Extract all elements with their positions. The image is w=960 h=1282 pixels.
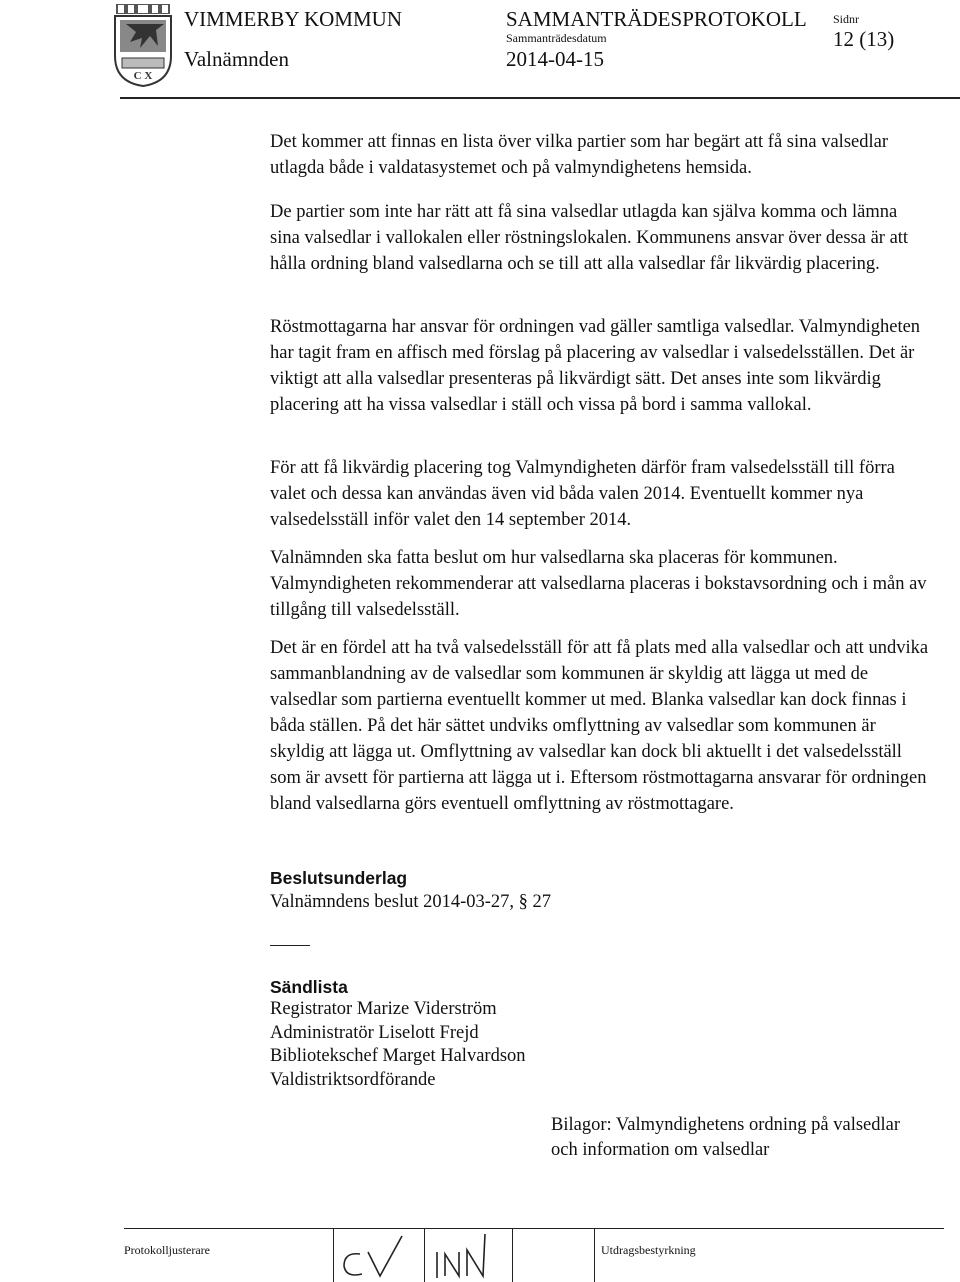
page-number: 12 (13)	[833, 27, 895, 51]
beslutsunderlag-text: Valnämndens beslut 2014-03-27, § 27	[270, 892, 552, 912]
footer-separator	[594, 1228, 595, 1282]
coat-of-arms-icon	[112, 2, 174, 88]
beslutsunderlag-heading: Beslutsunderlag	[270, 868, 408, 888]
footer-separator	[424, 1228, 425, 1282]
footer-separator	[333, 1228, 334, 1282]
committee-name: Valnämnden	[184, 47, 289, 71]
paragraph-1: Det kommer att finnas en lista över vilka partier som har begärt att få sina valsedlar utlagda både i valdatasystemet och på valmyndighetens hemsida.	[270, 132, 888, 178]
signature-initials-inn	[427, 1230, 511, 1282]
recipient-list	[270, 998, 526, 1092]
date-label: Sammanträdesdatum	[506, 31, 607, 45]
sandlista-heading: Sändlista	[270, 977, 348, 997]
municipality-name: VIMMERBY KOMMUN	[184, 7, 402, 31]
paragraph-4: För att få likvärdig placering tog Valmyndigheten därför fram valsedelsställ till förra valet och dessa kan användas även vid båda valen 2014. Eventuellt kommer nya valsedelsställ inför valet den 14 september 2014.	[270, 458, 895, 530]
footer-divider	[124, 1228, 944, 1229]
bilagor-line-1: Bilagor: Valmyndighetens ordning på valsedlar	[551, 1115, 901, 1135]
svg-text:C X: C X	[133, 70, 153, 82]
section-divider	[270, 945, 310, 946]
bilagor	[551, 1113, 900, 1163]
utdragsbestyrkning-label: Utdragsbestyrkning	[601, 1243, 696, 1257]
list-item: Valdistriktsordförande	[270, 1069, 436, 1090]
document-type: SAMMANTRÄDESPROTOKOLL	[506, 7, 807, 31]
protokolljusterare-label: Protokolljusterare	[124, 1243, 210, 1257]
signature-initials-cv	[336, 1230, 424, 1282]
paragraph-5: Valnämnden ska fatta beslut om hur valsedlarna ska placeras för kommunen. Valmyndigheten rekommenderar att valsedlarna placeras i bokstavsordning och i mån av tillgång till valsedelsställ.	[270, 548, 927, 620]
list-item: Bibliotekschef Marget Halvardson	[270, 1046, 526, 1066]
paragraph-3: Röstmottagarna har ansvar för ordningen vad gäller samtliga valsedlar. Valmyndigheten har tagit fram en affisch med förslag på placering av valsedlar i valsedelsställen. Det är viktigt att alla valsedlar presenteras på likvärdigt sätt. Det anses inte som likvärdig placering att ha vissa valsedlar i ställ och vissa på bord i samma vallokal.	[270, 317, 921, 415]
footer-separator	[512, 1228, 513, 1282]
meeting-date: 2014-04-15	[506, 47, 604, 71]
list-item: Registrator Marize Viderström	[270, 999, 497, 1019]
list-item: Administratör Liselott Frejd	[270, 1022, 479, 1043]
header-divider	[120, 97, 960, 99]
bilagor-line-2: och information om valsedlar	[551, 1140, 770, 1160]
page-label: Sidnr	[833, 12, 860, 26]
paragraph-6: Det är en fördel att ha två valsedelsställ för att få plats med alla valsedlar och att undvika sammanblandning av de valsedlar som kommunen är skyldig att lägga ut med de valsedlar som partierna eventuellt kommer ut med. Blanka valsedlar kan dock finnas i båda ställen. På det här sättet undviks omflyttning av valsedlar som kommunen är skyldig att lägga ut. Omflyttning av valsedlar kan dock bli aktuellt i det valsedelsställ som är avsett för partierna att lägga ut i. Eftersom röstmottagarna ansvarar för ordningen bland valsedlarna görs eventuell omflyttning av röstmottagare.	[270, 638, 929, 814]
paragraph-2: De partier som inte har rätt att få sina valsedlar utlagda kan själva komma och lämna sina valsedlar i vallokalen eller röstningslokalen. Kommunens ansvar över dessa är att hålla ordning bland valsedlarna och se till att alla valsedlar får likvärdig placering.	[270, 202, 909, 274]
